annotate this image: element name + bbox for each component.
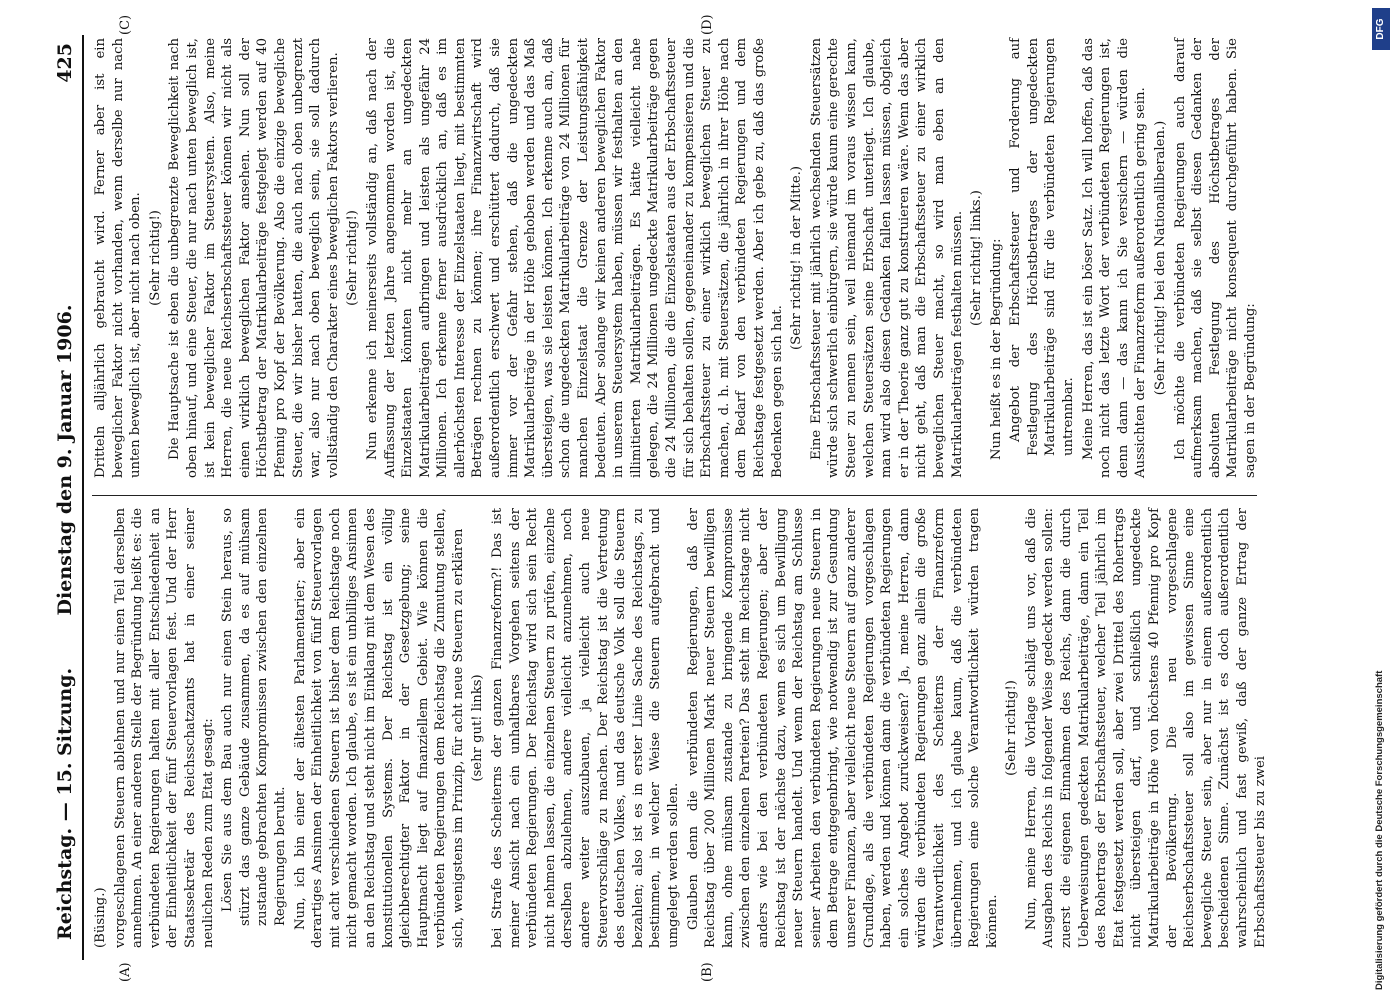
column-right [92,38,1258,478]
interjection: (Sehr richtig! in der Mitte.) [789,166,805,350]
paragraph: bei Strafe des Scheiterns der ganzen Finanzreform?! Das ist meiner Ansicht nach ein unhaltbares Vorgehen seitens der verbündeten Regierungen. Der Reichstag wird sich sein Recht nicht nehmen lassen, die einzelnen Steuern zu prüfen, einzelne derselben abzulehnen, andere vielleicht anzunehmen, noch andere weiter auszubauen, ja vielleicht auch neue Steuervorschläge zu machen. Der Reichstag ist die Vertretung des deutschen Volkes, und das deutsche Volk soll die Steuern bezahlen; also ist es in erster Linie Sache des Reichstags, zu bestimmen, in welcher Weise die Steuern aufgebracht und umgelegt werden sollen. [490,508,681,948]
paragraph: Angebot der Erbschaftssteuer und Forderung auf Festlegung des Höchstbetrages der ungedeckten Matrikularbeiträge sind für die verbündeten Regierungen untrennbar. [1008,38,1077,456]
margin-marker-a: (A) [118,962,133,982]
column-left [92,508,1268,948]
paragraph: Lösen Sie aus dem Bau auch nur einen Stein heraus, so stürzt das ganze Gebäude zusammen, da es auf mühsam zustande gebrachten Kompromissen zwischen den einzelnen Regierungen beruht. [220,508,288,926]
paragraph: Nun heißt es in der Begründung: [988,238,1004,460]
interjection: (Sehr richtig! bei den Nationalliberalen.) [1153,120,1169,396]
paragraph: Dritteln alljährlich gebraucht wird. Ferner aber ist ein beweglicher Faktor nicht vorhanden, wenn derselbe nur nach unten beweglich ist, aber nicht nach oben. [93,38,144,478]
paragraph: Meine Herren, das ist ein böser Satz. Ich will hoffen, daß das noch nicht das letzte Wort der verbündeten Regierungen ist, denn dann — das kann ich Sie versichern — würden die Aussichten der Finanzreform außerordentlich gering sein. [1080,38,1149,478]
paragraph: Glauben denn die verbündeten Regierungen, daß der Reichstag über 200 Millionen Mark neuer Steuern bewilligen kann, ohne mühsam zustande zu bringende Kompromisse zwischen den einzelnen Parteien? Das steht im Reichstage nicht anders wie bei den verbündeten Regierungen; aber der Reichstag ist der nächste dazu, wenn es sich um Bewilligung neuer Steuern handelt. Und wenn der Reichstag am Schlusse seiner Arbeiten den verbündeten Regierungen neue Steuern in dem Betrage entgegenbringt, wie notwendig ist zur Gesundung unserer Finanzen, aber vielleicht neue Steuern auf ganz anderer Grundlage, als die verbündeten Regierungen vorgeschlagen haben, werden und können dann die verbündeten Regierungen ein solches Angebot zurückweisen? Ja, meine Herren, dann würden die verbündeten Regierungen ganz allein die große Verantwortlichkeit des Scheiterns der Finanzreform übernehmen, und ich glaube kaum, daß die verbündeten Regierungen eine solche Verantwortlichkeit würden tragen können. [685,508,1000,948]
interjection: (Sehr richtig!) [345,210,361,306]
margin-marker-b: (B) [700,962,715,982]
paragraph: vorgeschlagenen Steuern ablehnen und nur einen Teil derselben annehmen. An einer anderen Stelle der Begründung heißt es: die verbündeten Regierungen halten mit aller Entschiedenheit an der Einheitlichkeit der fünf Steuervorlagen fest. Und der Herr Staatssekretär des Reichsschatzamts hat in einer seiner neulichen Reden zum Etat gesagt: [112,508,216,948]
interjection: (Sehr richtig!) [1004,680,1020,776]
interjection: (Sehr richtig!) [147,210,163,306]
dfg-logo: DFG [1372,8,1390,50]
paragraph: Nun, meine Herren, die Vorlage schlägt uns vor, daß die Ausgaben des Reichs in folgender Weise gedeckt werden sollen: zuerst die eigenen Einnahmen des Reichs, dann die durch Ueberweisungen gedeckten Matrikularbeiträge, dann ein Teil des Rohertrags der Erbschaftssteuer, welcher Teil jährlich im Etat festgesetzt werden soll, aber zwei Drittel des Rohertrags nicht übersteigen darf, und schließlich ungedeckte Matrikularbeiträge in Höhe von höchstens 40 Pfennig pro Kopf der Bevölkerung. Die neu vorgeschlagene Reichserbschaftssteuer soll also im gewissen Sinne eine bewegliche Steuer sein, aber nur in einem außerordentlich bescheidenen Sinne. Zunächst ist es doch außerordentlich wahrscheinlich und fast gewiß, daß der ganze Ertrag der Erbschaftssteuer bis zu zwei [1023,508,1268,948]
header-center: Dienstag den 9. Januar 1906. [54,304,76,616]
page-header [52,35,84,960]
interjection: (sehr gut! links) [470,674,486,782]
digitization-credit: Digitalisierung gefördert durch die Deutsche Forschungsgemeinschaft [1374,670,1385,990]
header-left: Reichstag. — 15. Sitzung. [54,667,76,940]
margin-marker-d: (D) [700,14,715,35]
paragraph: Nun erkenne ich meinerseits vollständig an, daß nach der Auffassung der letzten Jahre angenommen worden ist, die Einzelstaaten könnten nicht mehr an ungedeckten Matrikularbeiträgen aufbringen und leisten als ungefähr 24 Millionen. Ich erkenne ferner ausdrücklich an, daß es im allerhöchsten Interesse der Einzelstaaten liegt, mit bestimmten Beträgen rechnen zu können; ihre Finanzwirtschaft wird außerordentlich erschwert und erschüttert dadurch, daß sie immer vor der Gefahr stehen, daß die ungedeckten Matrikularbeiträge in der Höhe gehoben werden und das Maß übersteigen, was sie leisten können. Ich erkenne auch an, daß schon die ungedeckten Matrikularbeiträge von 24 Millionen für manchen Einzelstaat die Grenze der Leistungsfähigkeit bedeuten. Aber solange wir keinen anderen beweglichen Faktor in unserem Steuersystem haben, müssen wir festhalten an den illimitierten Matrikularbeiträgen. Es hätte vielleicht nahe gelegen, die 24 Millionen ungedeckte Matrikularbeiträge gegen die 24 Millionen, die die Einzelstaaten aus der Erbschaftssteuer für sich behalten sollen, gegeneinander zu kompensieren und die Erbschaftssteuer zu einer wirklich beweglichen Steuer zu machen, d. h. mit Steuersätzen, die jährlich in ihrer Höhe nach dem Bedarf von den verbündeten Regierungen und dem Reichstage festgesetzt werden. Aber ich gebe zu, daß das große Bedenken gegen sich hat. [364,38,785,478]
margin-marker-c: (C) [118,14,133,35]
column-rule [92,495,1257,496]
paragraph: (Büsing.) [93,887,108,948]
interjection: (Sehr richtig! links.) [969,190,985,326]
paragraph: Nun, ich bin einer der ältesten Parlamentarier; aber ein derartiges Ansinnen der Einheitlichkeit von fünf Steuervorlagen mit acht verschiedenen Steuern ist bisher dem Reichstage noch nicht gemacht worden. Ich glaube, es ist ein unbilliges Ansinnen an den Reichstag und steht nicht im Einklang mit dem Wesen des konstitutionellen Systems. Der Reichstag ist ein völlig gleichberechtigter Faktor in der Gesetzgebung; seine Hauptmacht liegt auf finanziellem Gebiet. Wie können die verbündeten Regierungen dem Reichstag die Zumutung stellen, sich, wenigstens im Prinzip, für acht neue Steuern zu erklären [292,508,466,948]
paragraph: Die Hauptsache ist eben die unbegrenzte Beweglichkeit nach oben hinauf, und eine Steuer, die nur nach unten beweglich ist, ist kein beweglicher Faktor im Steuersystem. Also, meine Herren, die neue Reichserbschaftssteuer können wir nicht als einen wirklich beweglichen Faktor ansehen. Nun soll der Höchstbetrag der Matrikularbeiträge festgelegt werden auf 40 Pfennig pro Kopf der Bevölkerung. Also die einzige bewegliche Steuer, die wir bisher hatten, die auch nach oben unbegrenzt war, also nur nach oben beweglich sein, sie soll dadurch vollständig den Charakter eines beweglichen Faktors verlieren. [167,38,341,478]
page-number: 425 [54,43,76,83]
paragraph: Eine Erbschaftssteuer mit jährlich wechselnden Steuersätzen würde sich schwerlich einbürgern, sie würde kaum eine gerechte Steuer zu nennen sein, weil niemand im voraus wissen kann, welchen Steuersätzen seine Erbschaft unterliegt. Ich glaube, man wird also diesen Gedanken fallen lassen müssen, obgleich er in der Theorie ganz gut zu konstruieren wäre. Wenn das aber nicht geht, daß man die Erbschaftssteuer zu einer wirklich beweglichen Steuer macht, so wird man eben an den Matrikularbeiträgen festhalten müssen. [808,38,965,478]
paragraph: Ich möchte die verbündeten Regierungen auch darauf aufmerksam machen, daß sie selbst diesen Gedanken der absoluten Festlegung des Höchstbetrages der Matrikularbeiträge nicht konsequent durchgeführt haben. Sie sagen in der Begründung: [1172,38,1258,478]
